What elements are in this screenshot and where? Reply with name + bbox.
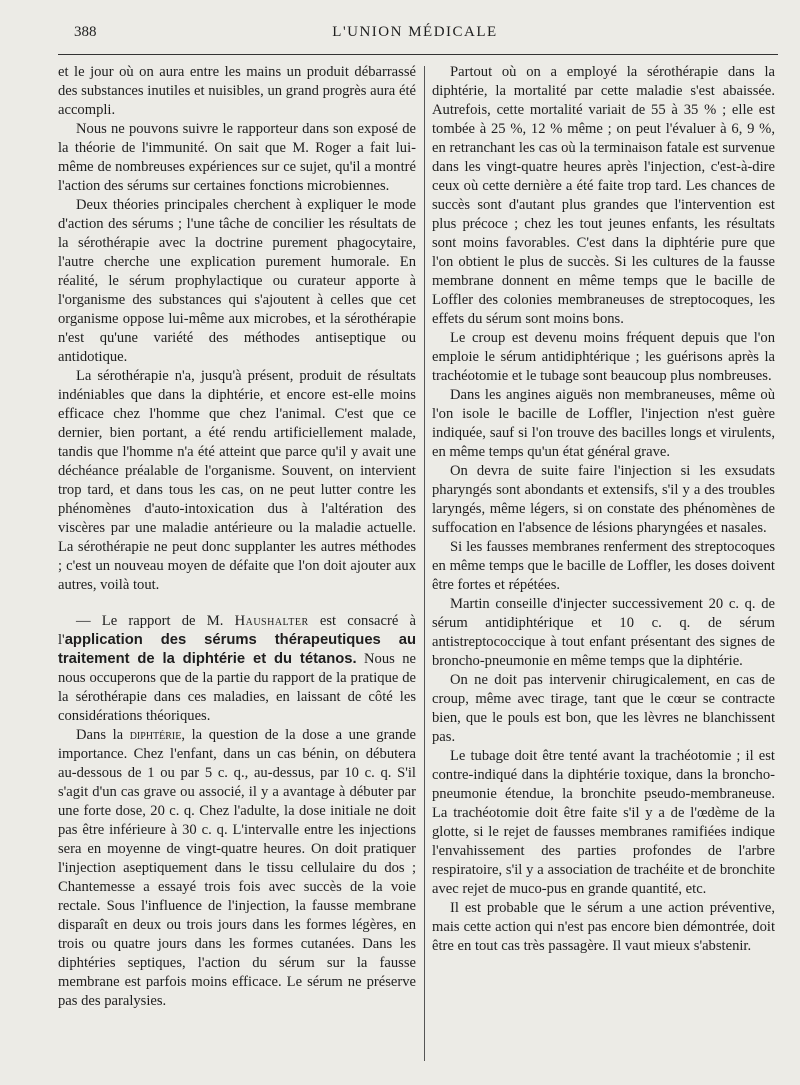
text-run: , la question de la dose a une grande importance. Chez l'enfant, dans un cas bénin, on débutera au-dessous de 1 ou par 5 c. q., au-dessus, par 10 c. q. S'il s'agit d'un cas grave ou associé, il y a avantage à débuter par une forte dose, 20 c. q. Chez l'adulte, la dose initiale ne doit pas être inférieure à 30 c. q. L'intervalle entre les injections sera en moyenne de vingt-quatre heures. On doit pratiquer l'injection aseptiquement dans le tissu cellulaire du dos ; Chantemesse a essayé trois fois avec succès de la voie rectale. Sous l'influence de l'injection, la fausse membrane disparaît en deux ou trois jours dans les formes légères, en trois ou quatre jours dans les formes cutanées. Dans les diphtéries septiques, l'action du sérum sur la fausse membrane est parfois moins efficace. Le sérum ne préserve pas des paralysies. bbox=[58, 727, 416, 1009]
text-run: Nous ne nous occuperons que de la partie du rapport de la pratique de la sérothérapie dans ces maladies, en laissant de côté les considérations théoriques. bbox=[58, 651, 416, 724]
paragraph bbox=[58, 726, 416, 1011]
journal-title: L'UNION MÉDICALE bbox=[332, 24, 498, 40]
paragraph: Le croup est devenu moins fréquent depuis que l'on emploie le sérum antidiphtérique ; les guérisons après la trachéotomie et le tubage sont beaucoup plus nombreuses. bbox=[432, 330, 775, 384]
term-diphterie: diphtérie bbox=[129, 727, 182, 743]
paragraph: La sérothérapie n'a, jusqu'à présent, produit de résultats indéniables que dans la diphtérie, et encore est-elle moins efficace chez l'homme que chez l'animal. C'est que ce dernier, bien portant, a été rendu artificiellement malade, tandis que l'homme n'a été atteint que parce qu'il y avait une déchéance préalable de l'organisme. Souvent, on intervient trop tard, et dans tous les cas, on ne peut lutter contre les phénomènes d'auto-intoxication dus à l'altération des viscères par une maladie antérieure ou la maladie actuelle. La sérothérapie ne peut donc supplanter les autres méthodes ; c'est un nouveau moyen de défaite que l'on doit ajouter aux autres, voilà tout. bbox=[58, 368, 416, 593]
paragraph: On ne doit pas intervenir chirugicalement, en cas de croup, même avec tirage, tant que le cœur se contracte bien, que le pouls est bon, que les lèvres ne blanchissent pas. bbox=[432, 672, 775, 745]
author-name: Haushalter bbox=[234, 613, 309, 629]
paragraph-haushalter bbox=[58, 612, 416, 726]
right-column bbox=[432, 63, 775, 956]
paragraph: Deux théories principales cherchent à expliquer le mode d'action des sérums ; l'une tâche de concilier les résultats de la sérothérapie avec la doctrine purement phagocytaire, l'autre cherche une explication purement humorale. En réalité, le sérum prophylactique ou curateur apporte à l'organisme des substances qui s'ajoutent à celles que cet organisme oppose lui-même aux microbes, et la sérothérapie n'est qu'une variété des méthodes antiseptique ou antidotique. bbox=[58, 197, 416, 365]
page-number: 388 bbox=[74, 24, 97, 40]
paragraph: et le jour où on aura entre les mains un produit débarrassé des substances inutiles et nuisibles, un grand progrès aura été accompli. bbox=[58, 64, 416, 118]
paragraph: Martin conseille d'injecter successivement 20 c. q. de sérum antidiphtérique et 10 c. q. de sérum antistreptococcique à tout enfant présentant des signes de broncho-pneumonie en même temps que la diphtérie. bbox=[432, 596, 775, 669]
paragraph: Il est probable que le sérum a une action préventive, mais cette action qui n'est pas encore bien démontrée, doit être en tout cas très passagère. Il vaut mieux s'abstenir. bbox=[432, 900, 775, 954]
report-title: application des sérums thérapeutiques au traitement de la diphtérie et du tétanos. bbox=[58, 632, 416, 667]
text-run: est consacré à l' bbox=[58, 613, 416, 648]
text-run: Dans la bbox=[76, 727, 130, 743]
running-head bbox=[60, 24, 770, 48]
paragraph: Partout où on a employé la sérothérapie dans la diphtérie, la mortalité par cette maladie s'est abaissée. Autrefois, cette mortalité variait de 55 à 35 % ; elle est tombée à 25 %, 12 % même ; on peut l'évaluer à 6, 9 %, en retranchant les cas où la terminaison fatale est survenue dans les vingt-quatre heures après l'injection, c'est-à-dire ceux où cette dernière a été faite trop tard. Les chances de succès sont d'autant plus grandes que l'intervention est plus précoce ; chez les tout jeunes enfants, les résultats sont moins favorables. C'est dans la diphtérie pure que l'on obtient le plus de succès. Si les cultures de la fausse membrane donnent en même temps que le bacille de Loffler des colonies membraneuses de streptocoques, les effets du sérum sont moins bons. bbox=[432, 64, 775, 327]
text-run: — Le rapport de M. bbox=[76, 613, 235, 629]
column-divider bbox=[424, 66, 425, 1061]
paragraph: Dans les angines aiguës non membraneuses, même où l'on isole le bacille de Loffler, l'injection n'est guère indiquée, sauf si l'on trouve des bacilles longs et virulents, en même temps qu'un état général grave. bbox=[432, 387, 775, 460]
left-column bbox=[58, 63, 416, 1011]
header-rule bbox=[58, 54, 778, 55]
paragraph: On devra de suite faire l'injection si les exsudats pharyngés sont abondants et extensifs, s'il y a des troubles laryngés, même légers, si on constate des phénomènes de suffocation en l'absence de lésions pharyngées et nasales. bbox=[432, 463, 775, 536]
paragraph: Le tubage doit être tenté avant la trachéotomie ; il est contre-indiqué dans la diphtérie toxique, dans la broncho-pneumonie étendue, la bronchite pseudo-membraneuse. La trachéotomie doit être faite s'il y a de l'œdème de la glotte, si le rejet de fausses membranes ramifiées indique l'envahissement des parties profondes de l'arbre respiratoire, s'il y a association de trachéite et de bronchite avec rejet de muco-pus en grande quantité, etc. bbox=[432, 748, 775, 897]
paragraph: Si les fausses membranes renferment des streptocoques en même temps que le bacille de Loffler, les doses doivent être fortes et répétées. bbox=[432, 539, 775, 593]
paragraph: Nous ne pouvons suivre le rapporteur dans son exposé de la théorie de l'immunité. On sait que M. Roger a fait lui-même de nombreuses expériences sur ce sujet, qu'il a montré l'action des sérums sur certaines fonctions microbiennes. bbox=[58, 121, 416, 194]
